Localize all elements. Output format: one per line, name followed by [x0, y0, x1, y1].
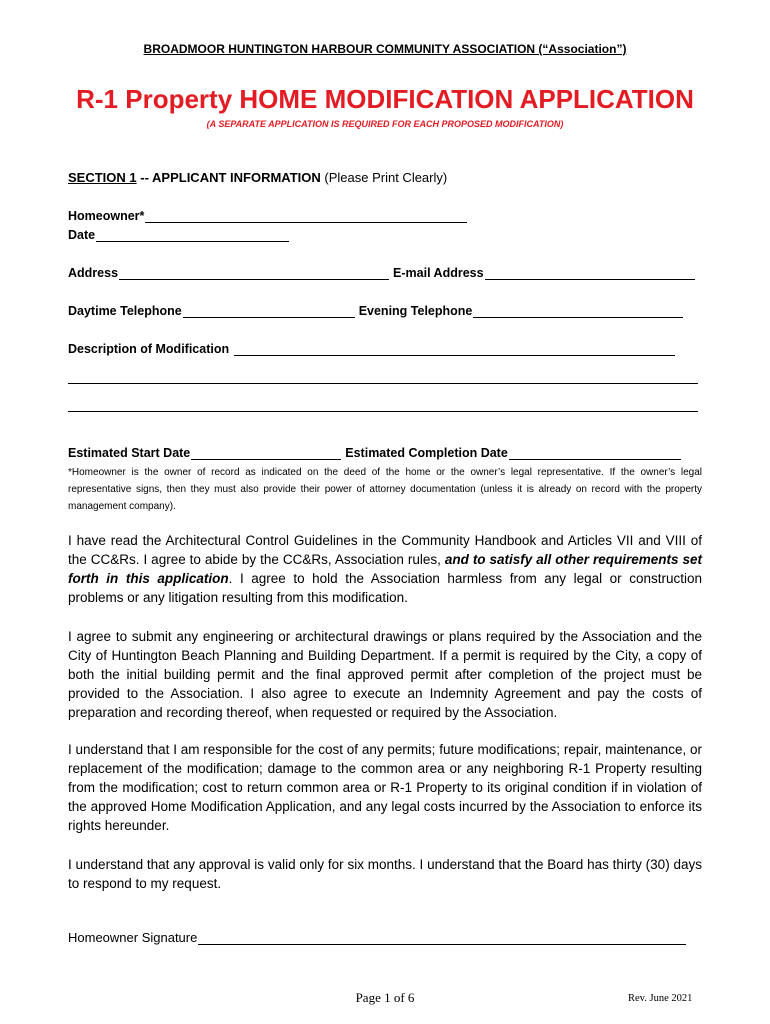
section-name: -- APPLICANT INFORMATION [136, 170, 321, 185]
email-label: E-mail Address [393, 266, 484, 280]
description-row [68, 341, 675, 356]
completion-date-field[interactable] [509, 445, 681, 460]
start-date-label: Estimated Start Date [68, 446, 191, 460]
address-row [68, 265, 695, 280]
page-number: Page 1 of 6 [355, 990, 415, 1005]
section-note: (Please Print Clearly) [320, 170, 448, 185]
date-field[interactable] [96, 227, 289, 242]
page-subtitle: (A SEPARATE APPLICATION IS REQUIRED FOR EACH PROPOSED MODIFICATION) [206, 119, 564, 129]
daytime-phone-field[interactable] [183, 303, 355, 318]
section-number: SECTION 1 [68, 170, 137, 185]
evening-phone-field[interactable] [473, 303, 683, 318]
signature-field[interactable] [198, 930, 686, 945]
address-field[interactable] [119, 265, 389, 280]
signature-row [68, 930, 686, 945]
homeowner-row [68, 208, 467, 223]
description-line-3[interactable] [68, 411, 698, 412]
revision-date: Rev. June 2021 [628, 993, 693, 1004]
paragraph-4: I understand that any approval is valid only for six months. I understand that the Board has thirty (30) days to respond to my request. [68, 857, 702, 891]
signature-label: Homeowner Signature [68, 930, 198, 945]
description-field[interactable] [234, 341, 675, 356]
dates-row [68, 445, 681, 460]
homeowner-footnote: *Homeowner is the owner of record as indicated on the deed of the home or the owner’s legal representative. If the owner’s legal representative signs, then they must also provide their power of attorney documentation (unless it is already on record with the property management company). [68, 467, 702, 512]
homeowner-field[interactable] [145, 208, 467, 223]
paragraph-2: I agree to submit any engineering or architectural drawings or plans required by the Association and the City of Huntington Beach Planning and Building Department. If a permit is required by the City, a copy of both the initial building permit and the final approved permit after completion of the project must be provided to the Association. I also agree to execute an Indemnity Agreement and pay the costs of preparation and recording thereof, when requested or required by the Association. [68, 629, 702, 720]
date-row [68, 227, 289, 242]
telephone-row [68, 303, 683, 318]
section-1-heading [68, 170, 447, 185]
paragraph-3: I understand that I am responsible for the cost of any permits; future modifications; repair, maintenance, or replacement of the modification; damage to the common area or any neighboring R-1 Property resulting from the modification; cost to return common area or R-1 Property to its original condition if in violation of the approved Home Modification Application, and any legal costs incurred by the Association to enforce its rights hereunder. [68, 742, 702, 833]
daytime-phone-label: Daytime Telephone [68, 304, 182, 318]
paragraph-1-a: I have read the Architectural Control Guidelines in the Community Handbook and Articles VII and VIII of the CC&Rs. I agree to abide by the CC&Rs, Association rules, [68, 533, 702, 567]
start-date-field[interactable] [191, 445, 341, 460]
paragraph-1-c: . I agree to hold the Association harmless from any legal or construction problems or any litigation resulting from this modification. [68, 571, 702, 605]
paragraph-1 [68, 531, 702, 607]
association-header: BROADMOOR HUNTINGTON HARBOUR COMMUNITY ASSOCIATION (“Association”) [143, 42, 627, 56]
email-field[interactable] [485, 265, 695, 280]
evening-phone-label: Evening Telephone [358, 304, 473, 318]
homeowner-label: Homeowner* [68, 209, 145, 223]
description-label: Description of Modification [68, 342, 230, 356]
address-label: Address [68, 266, 119, 280]
paragraph-1-emphasis: and to satisfy all other requirements set forth in this application [68, 552, 702, 586]
page-title: R-1 Property HOME MODIFICATION APPLICATION [76, 84, 694, 114]
date-label: Date [68, 228, 96, 242]
description-line-2[interactable] [68, 383, 698, 384]
completion-date-label: Estimated Completion Date [345, 446, 508, 460]
